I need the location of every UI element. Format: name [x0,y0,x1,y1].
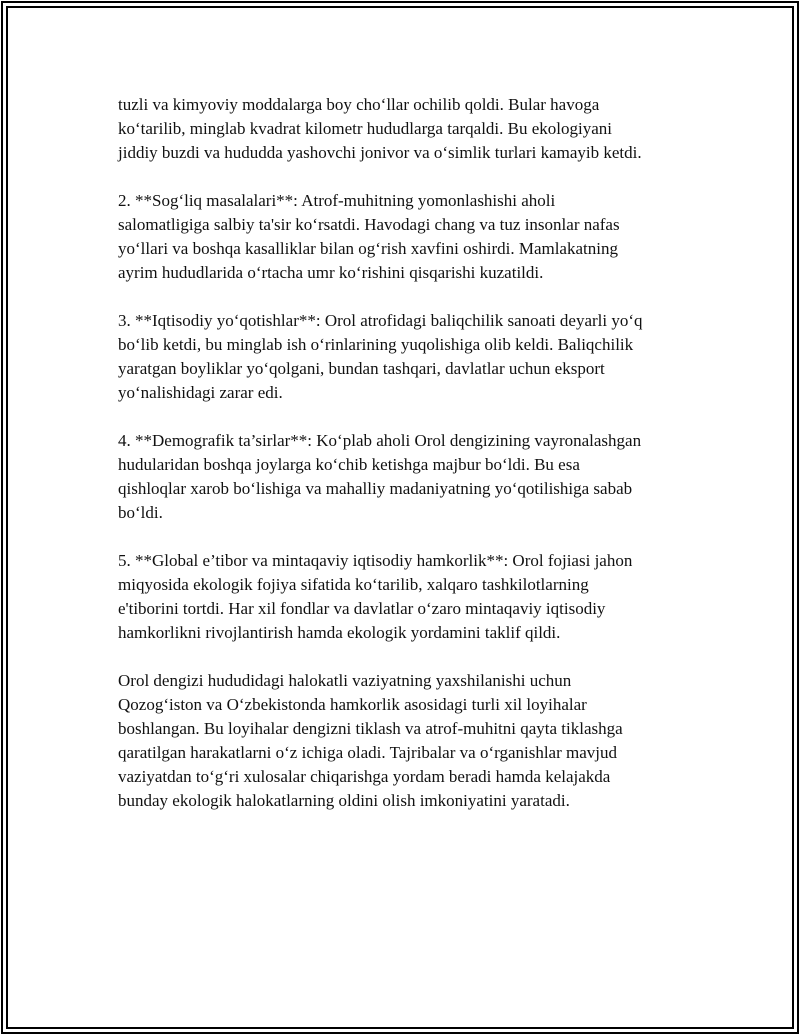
text-line: e'tiborini tortdi. Har xil fondlar va davlatlar o‘zaro mintaqaviy iqtisodiy [118,599,606,618]
document-body [118,93,698,837]
text-line: Orol dengizi hududidagi halokatli vaziyatning yaxshilanishi uchun [118,671,572,690]
text-line: qishloqlar xarob bo‘lishiga va mahalliy madaniyatning yo‘qotilishiga sabab [118,479,633,498]
text-line: jiddiy buzdi va hududda yashovchi jonivor va o‘simlik turlari kamayib ketdi. [118,143,642,162]
text-line: hamkorlikni rivojlantirish hamda ekologik yordamini taklif qildi. [118,623,561,642]
text-line: ayrim hududlarida o‘rtacha umr ko‘rishini qisqarishi kuzatildi. [118,263,544,282]
text-line: bo‘lib ketdi, bu minglab ish o‘rinlarining yuqolishiga olib keldi. Baliqchilik [118,335,634,354]
text-line: boshlangan. Bu loyihalar dengizni tiklash va atrof-muhitni qayta tiklashga [118,719,623,738]
text-line: yaratgan boyliklar yo‘qolgani, bundan tashqari, davlatlar uchun eksport [118,359,605,378]
text-line: miqyosida ekologik fojiya sifatida ko‘tarilib, xalqaro tashkilotlarning [118,575,589,594]
text-line: yo‘llari va boshqa kasalliklar bilan og‘rish xavfini oshirdi. Mamlakatning [118,239,618,258]
text-line: yo‘nalishidagi zarar edi. [118,383,283,402]
text-line: ko‘tarilib, minglab kvadrat kilometr hududlarga tarqaldi. Bu ekologiyani [118,119,612,138]
paragraph-global [118,549,698,645]
text-line: Qozog‘iston va O‘zbekistonda hamkorlik asosidagi turli xil loyihalar [118,695,587,714]
paragraph-conclusion [118,669,698,813]
text-line: hudularidan boshqa joylarga ko‘chib ketishga majbur bo‘ldi. Bu esa [118,455,580,474]
text-line: 3. **Iqtisodiy yo‘qotishlar**: Orol atrofidagi baliqchilik sanoati deyarli yo‘q [118,311,643,330]
text-line: 4. **Demografik ta’sirlar**: Ko‘plab aholi Orol dengizining vayronalashgan [118,431,642,450]
text-line: bo‘ldi. [118,503,163,522]
text-line: tuzli va kimyoviy moddalarga boy cho‘llar ochilib qoldi. Bular havoga [118,95,600,114]
text-line: 2. **Sog‘liq masalalari**: Atrof-muhitning yomonlashishi aholi [118,191,556,210]
text-line: 5. **Global e’tibor va mintaqaviy iqtisodiy hamkorlik**: Orol fojiasi jahon [118,551,633,570]
text-line: salomatligiga salbiy ta'sir ko‘rsatdi. Havodagi chang va tuz insonlar nafas [118,215,620,234]
text-line: bunday ekologik halokatlarning oldini olish imkoniyatini yaratadi. [118,791,570,810]
text-line: qaratilgan harakatlarni o‘z ichiga oladi. Tajribalar va o‘rganishlar mavjud [118,743,618,762]
paragraph-intro [118,93,698,165]
text-line: vaziyatdan to‘g‘ri xulosalar chiqarishga yordam beradi hamda kelajakda [118,767,611,786]
paragraph-demographic [118,429,698,525]
paragraph-economic [118,309,698,405]
paragraph-health [118,189,698,285]
